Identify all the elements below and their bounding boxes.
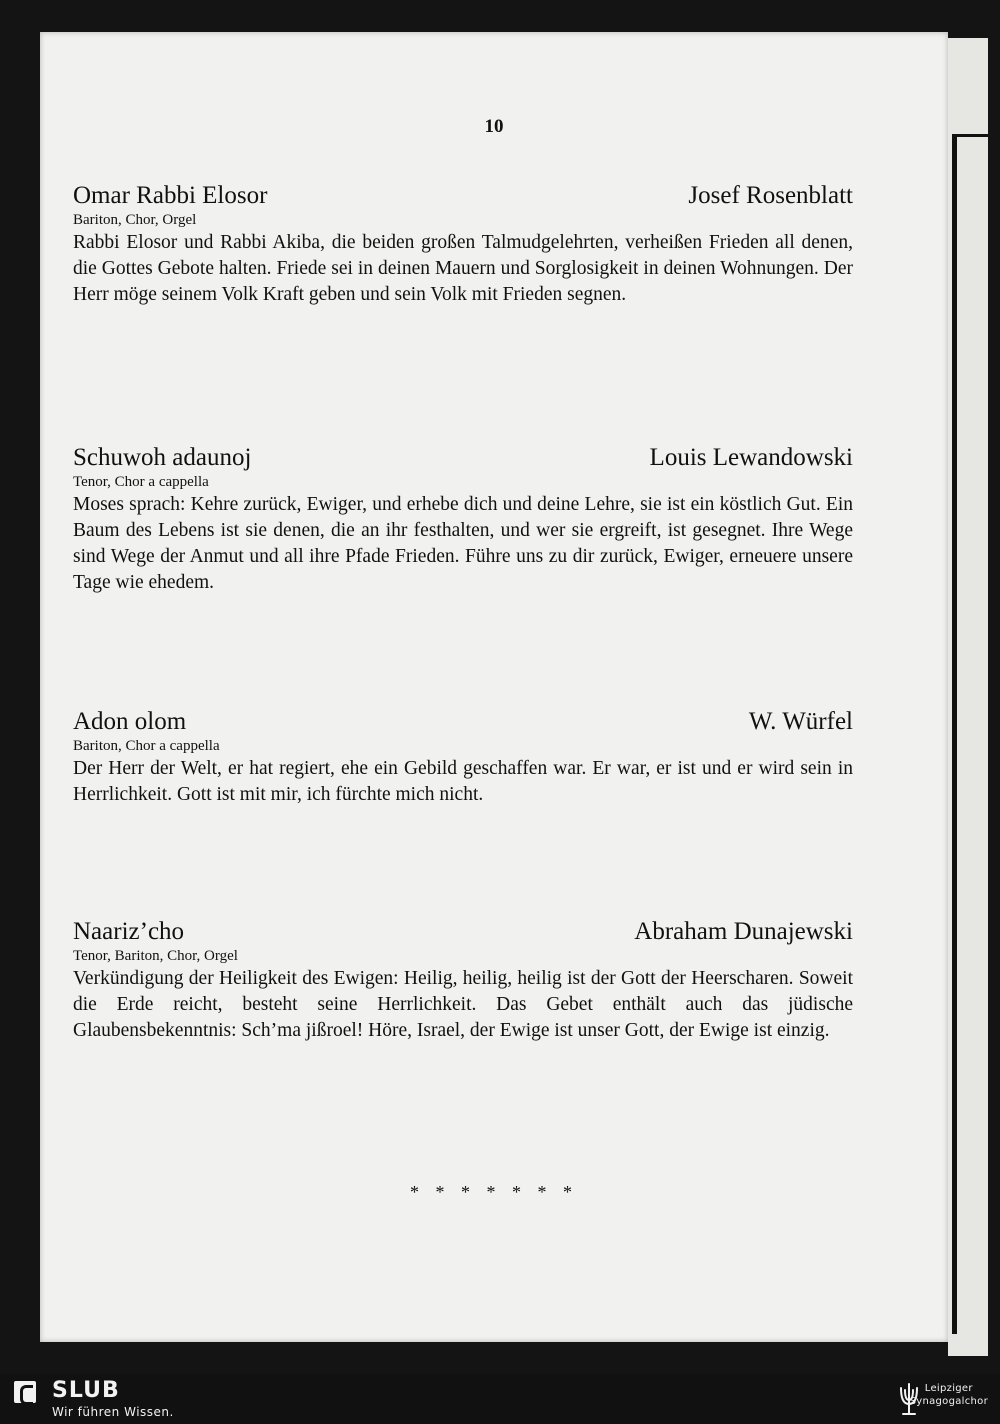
piece-header [73, 182, 853, 210]
adjacent-page-edge [948, 38, 988, 1356]
piece-title: Naariz’cho [73, 918, 185, 945]
piece-header [73, 918, 853, 946]
piece-voices: Tenor, Bariton, Chor, Orgel [73, 948, 238, 964]
piece-1 [73, 182, 853, 308]
footer-bar [0, 1374, 1000, 1424]
piece-2 [73, 444, 853, 596]
page-number: 10 [484, 116, 504, 137]
piece-description: Der Herr der Welt, er hat regiert, ehe ein Gebild geschaffen war. Er war, er ist und er wird sein in Herrlichkeit. Gott ist mit mir, ich fürchte mich nicht. [73, 758, 853, 805]
piece-header [73, 708, 853, 736]
piece-description: Moses sprach: Kehre zurück, Ewiger, und erhebe dich und deine Lehre, sie ist ein köstlich Gut. Ein Baum des Lebens ist sie denen, die an ihr festhalten, und wer sie ergreift, ist gesegnet. Ihre Wege sind Wege der Anmut und all ihre Pfade Frieden. Führe uns zu dir zurück, Ewiger, erneuere unsere Tage wie ehedem. [73, 494, 853, 593]
piece-title: Omar Rabbi Elosor [73, 182, 268, 209]
piece-title: Adon olom [73, 708, 187, 735]
slub-tagline: Wir führen Wissen. [52, 1405, 174, 1419]
slub-brand: SLUB [52, 1378, 120, 1403]
piece-composer: Louis Lewandowski [649, 444, 853, 471]
piece-composer: Abraham Dunajewski [634, 918, 853, 945]
piece-3 [73, 708, 853, 808]
piece-composer: Josef Rosenblatt [688, 182, 853, 209]
program-page [40, 32, 948, 1342]
slub-logo-icon [14, 1381, 36, 1403]
piece-description: Verkündigung der Heiligkeit des Ewigen: Heilig, heilig, heilig ist der Gott der Heerscharen. Soweit die Erde reicht, besteht seine Herrlichkeit. Das Gebet enthält auch das jüdische Glaubensbekenntnis: Sch’ma jißroel! Höre, Israel, der Ewige ist unser Gott, der Ewige ist einzig. [73, 968, 853, 1041]
piece-title: Schuwoh adaunoj [73, 444, 252, 471]
piece-voices: Bariton, Chor, Orgel [73, 212, 197, 228]
piece-composer: W. Würfel [748, 708, 853, 735]
partner-line-2: Synagogalchor [909, 1396, 988, 1407]
partner-line-1: Leipziger [924, 1383, 973, 1394]
partner-logo-text [910, 1382, 988, 1408]
piece-voices: Bariton, Chor a cappella [73, 738, 220, 754]
section-separator: * * * * * * * [410, 1182, 578, 1202]
piece-header [73, 444, 853, 472]
piece-4 [73, 918, 853, 1044]
piece-voices: Tenor, Chor a cappella [73, 474, 209, 490]
piece-description: Rabbi Elosor und Rabbi Akiba, die beiden großen Talmudgelehrten, verheißen Frieden all denen, die Gottes Gebote halten. Friede sei in deinen Mauern und Sorglosigkeit in deinen Wohnungen. Der Herr möge seinem Volk Kraft geben und sein Volk mit Frieden segnen. [73, 232, 853, 305]
